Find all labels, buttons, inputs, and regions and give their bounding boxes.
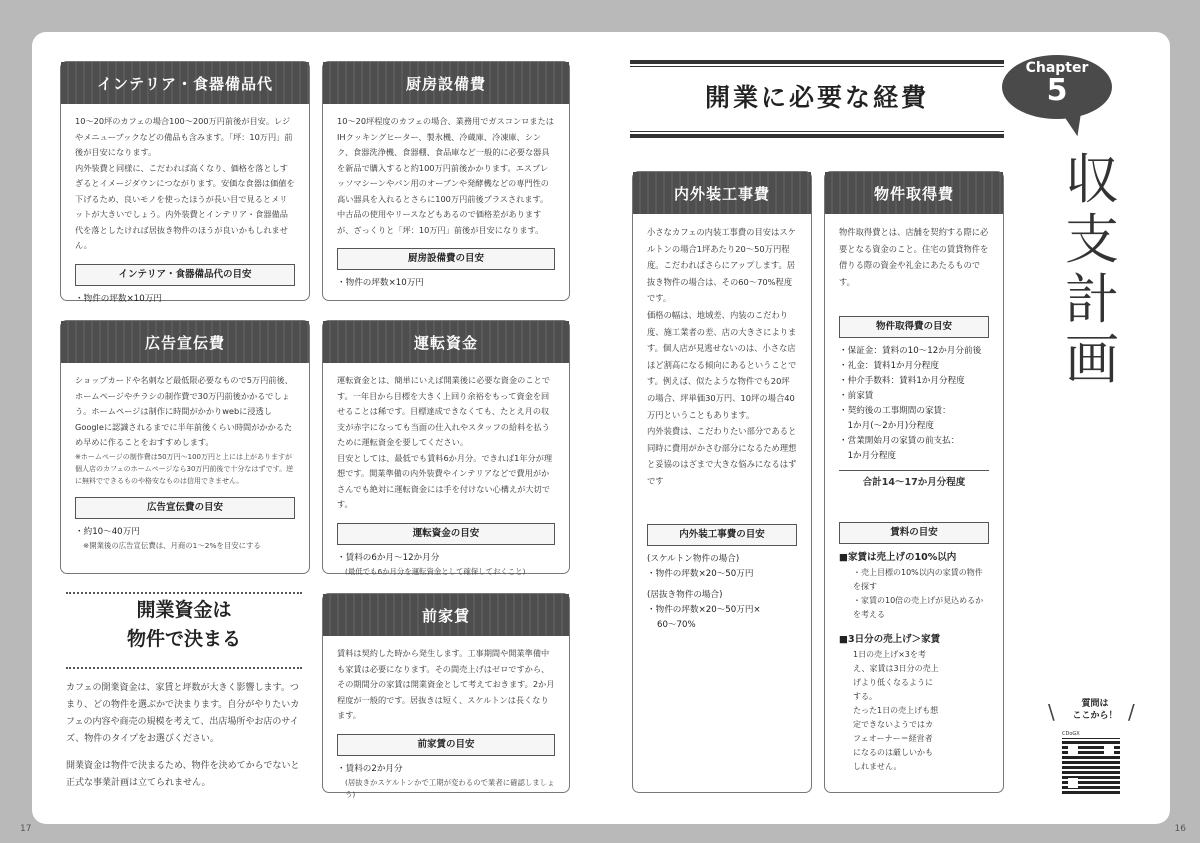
qr-code-text: CDoGX (1062, 731, 1080, 737)
card-working-capital (322, 320, 570, 574)
card-construction-group-1-label: (スケルトン物件の場合) (647, 553, 740, 564)
card-deposit-rent-guide-line: ・賃料の2か月分 (337, 763, 403, 774)
section-body (66, 680, 306, 802)
card-working-capital-para-1: 運転資金とは、簡単にいえば開業後に必要な資金のことです。一年目から目標を大きく上回り余裕をもって資金を回せることは稀です。目標達成できなくても、たとえ月の収支が赤字になっても当面の仕入れやスタッフの給料を払うために運転資金を要してください。 (337, 375, 550, 447)
vertical-title-char-4: 画 (1065, 328, 1119, 391)
main-title-rule-bottom-thin (630, 131, 1004, 132)
card-acquisition-title: 物件取得費 (825, 172, 1003, 214)
card-kitchen (322, 61, 570, 301)
qr-code-icon[interactable] (1062, 738, 1120, 794)
card-construction-group-2-line-2: 60〜70% (657, 619, 696, 630)
card-advertising-guide-title: 広告宣伝費の目安 (75, 497, 295, 519)
card-construction-group-2-label: (居抜き物件の場合) (647, 589, 723, 600)
rent-bullet-2-sub-1: 1日の売上げ×3を考え、家賃は3日分の売上げより低くなるようにする。 (853, 649, 939, 701)
main-title-rule-top (630, 60, 1004, 64)
main-title: 開業に必要な経費 (704, 83, 929, 112)
vertical-title (1062, 150, 1122, 390)
chapter-word: Chapter (1025, 60, 1089, 76)
rent-bullet-1-sub-2: ・家賃の10倍の売上げが見込めるかを考える (853, 595, 984, 619)
card-working-capital-guide-title: 運転資金の目安 (337, 523, 555, 545)
card-acquisition-guide-line-6: 1か月(〜2か月)分程度 (839, 421, 934, 432)
vertical-title-char-1: 収 (1065, 148, 1119, 211)
card-construction-guide-title: 内外装工事費の目安 (647, 524, 797, 546)
card-acquisition-guide-line-5: ・契約後の工事期間の家賃： (839, 406, 951, 417)
rent-bullet-1-sub-1: ・売上目標の10%以内の家賃の物件を探す (853, 567, 983, 591)
card-working-capital-guide-line: ・賃料の6か月〜12か月分 (337, 552, 440, 563)
qr-slash-right: / (1128, 700, 1135, 724)
card-deposit-rent-title: 前家賃 (323, 594, 569, 636)
section-para-1: カフェの開業資金は、家賃と坪数が大きく影響します。つまり、どの物件を選ぶかで決まります。自分がやりたいカフェの内容や商売の規模を考えて、出店場所やお店のサイズ、物件のタイプをお選びください。 (66, 683, 300, 744)
card-working-capital-guide-sub: (最低でも6か月分を運転資金として確保しておくこと) (345, 566, 526, 576)
card-construction-para-3: 内外装費は、こだわりたい部分であると同時に費用がかさむ部分になるため理想と妥協のはざまで大きな悩みになるはずです (647, 426, 797, 486)
card-construction-group-2-line-1: ・物件の坪数×20〜50万円× (647, 604, 761, 615)
qr-label-line-1: 質問は (1081, 699, 1109, 709)
section-rule-top (66, 592, 302, 594)
card-acquisition-total: 合計14〜17か月分程度 (839, 470, 989, 492)
card-advertising-guide-sub: ※開業後の広告宣伝費は、月商の1〜2%を目安にする (83, 540, 261, 550)
card-acquisition-guide-line-1: ・保証金：賃料の10〜12か月分前後 (839, 346, 982, 357)
card-kitchen-title: 厨房設備費 (323, 62, 569, 104)
card-advertising-title: 広告宣伝費 (61, 321, 309, 363)
card-construction-para-1: 小さなカフェの内装工事費の目安はスケルトンの場合1坪あたり20〜50万円程度。こだわればさらにアップします。居抜き物件の場合は、その60〜70%程度です。 (647, 227, 796, 304)
card-interior-guide-line: ・物件の坪数×10万円 (75, 293, 162, 304)
page-number-right: 16 (1174, 824, 1186, 834)
vertical-title-char-2: 支 (1065, 208, 1119, 271)
section-rule-bottom (66, 667, 302, 669)
rent-bullet-2-head: ■3日分の売上げ＞家賃 (839, 633, 941, 645)
rent-bullet-1-head: ■家賃は売上げの10%以内 (839, 551, 957, 563)
section-title-line-2: 物件で決まる (126, 628, 241, 650)
card-advertising-note: ※ホームページの制作費は50万円〜100万円と上には上がありますが個人店のカフェのホームページなら30万円前後で十分なはずです。逆に無料でできるものや格安なものは信用できません。 (75, 452, 294, 485)
card-construction-title: 内外装工事費 (633, 172, 811, 214)
section-para-2: 開業資金は物件で決まるため、物件を決めてからでないと正式な事業計画は立てられません。 (66, 761, 300, 788)
card-advertising-guide-line: ・約10〜40万円 (75, 526, 140, 537)
card-acquisition-rent-guide-title: 賃料の目安 (839, 522, 989, 544)
card-acquisition-guide-line-8: 1か月分程度 (839, 451, 897, 462)
card-advertising-para-1: ショップカードや名刺など最低限必要なもので5万円前後、ホームページやチラシの制作費で30万円前後かかるでしょう。ホームページは制作に時間がかかりwebに浸透しGoogleに認識されるまでに半年前後くらい時間がかかるため早めに作ることをおすすめします。 (75, 375, 293, 447)
card-interior (60, 61, 310, 304)
card-construction-group-1-line: ・物件の坪数×20〜50万円 (647, 568, 754, 579)
card-interior-title: インテリア・食器備品代 (61, 62, 309, 104)
card-acquisition-guide-line-4: ・前家賃 (839, 391, 874, 402)
chapter-badge (1002, 55, 1112, 119)
qr-label (1050, 698, 1140, 722)
card-acquisition-guide-line-3: ・仲介手数料：賃料1か月分程度 (839, 376, 965, 387)
qr-slash-left: \ (1048, 700, 1055, 724)
card-construction-para-2: 価格の幅は、地域差、内装のこだわり度、施工業者の差、店の大きさによります。個人店が見逃せないのは、小さな店ほど割高になる傾向にあるということです。例えば、似たような物件でも20坪の場合、坪単価30万円、10坪の場合40万円ということもあります。 (647, 309, 797, 420)
main-title-block (630, 60, 1004, 138)
card-kitchen-para-1: 10〜20坪程度のカフェの場合、業務用でガスコンロまたはIHクッキングヒーター、製氷機、冷蔵庫、冷凍庫、シンク、食器洗浄機、食器棚、食品庫など一般的に必要な器具を新品で購入すると約100万円前後かかります。エスプレッソマシーンやパン用のオーブンや発酵機などの専門性の高い器具を入れるとさらに100万円前後プラスされます。 (337, 116, 554, 204)
card-kitchen-guide-title: 厨房設備費の目安 (337, 248, 555, 270)
card-acquisition (824, 171, 1004, 793)
card-working-capital-para-2: 目安としては、最低でも賃料6か月分。できれば1年分が理想です。開業準備の内外装費やインテリアなどで費用がかさんでも絶対に運転資金には手を付けない心構えが大切です。 (337, 452, 553, 509)
card-acquisition-guide-line-2: ・礼金：賃料1か月分程度 (839, 361, 939, 372)
main-title-rule-bottom (630, 134, 1004, 138)
card-deposit-rent-para-1: 賃料は契約した時から発生します。工事期間や開業準備中も家賃は必要になります。その間売上げはゼロですから、その期間分の家賃は開業資金として考えておきます。2か月程度が一般的です。居抜きは短く、スケルトンは長くなります。 (337, 648, 555, 720)
card-deposit-rent-guide-sub: (居抜きかスケルトンかで工期が変わるので業者に確認しましょう) (345, 777, 555, 799)
card-kitchen-guide-line: ・物件の坪数×10万円 (337, 278, 424, 288)
rent-bullet-2-sub-2: たった1日の売上げも想定できないようではカフェオーナー＝経営者になるのは厳しいかもしれません。 (853, 705, 939, 771)
card-working-capital-title: 運転資金 (323, 321, 569, 363)
card-kitchen-para-2: 中古品の使用やリースなどもあるので価格差がありますが、ざっくりと「坪：10万円」前後が目安になります。 (337, 209, 544, 235)
card-deposit-rent-guide-title: 前家賃の目安 (337, 734, 555, 756)
chapter-number: 5 (1046, 73, 1068, 108)
card-interior-para-1: 10〜20坪のカフェの場合100〜200万円前後が目安。レジやメニューブックなどの備品も含みます。「坪：10万円」前後が目安になります。 (75, 116, 293, 157)
card-acquisition-guide-title: 物件取得費の目安 (839, 316, 989, 338)
vertical-title-char-3: 計 (1065, 268, 1119, 331)
card-acquisition-guide-line-7: ・営業開始月の家賃の前支払： (839, 436, 960, 447)
section-title (66, 596, 302, 654)
section-title-line-1: 開業資金は (136, 599, 232, 621)
card-deposit-rent (322, 593, 570, 799)
card-interior-guide-title: インテリア・食器備品代の目安 (75, 264, 295, 286)
qr-label-line-2: ここから！ (1072, 711, 1118, 721)
page-number-left: 17 (20, 824, 32, 834)
card-construction (632, 171, 812, 793)
card-advertising (60, 320, 310, 574)
card-acquisition-para-1: 物件取得費とは、店舗を契約する際に必要となる資金のこと。住宅の賃貸物件を借りる際の資金や礼金にあたるものです。 (839, 227, 989, 287)
card-interior-para-2: 内外装費と同様に、こだわれば高くなり、価格を落としすぎるとイメージダウンにつながります。安価な食器は価値を下げるため、良いモノを使ったほうが長い目で見るとメリットが大きいでしょう。内外装費とインテリア・食器備品代を落としたければ居抜き物件のほうが良いかもしれません。 (75, 162, 295, 250)
